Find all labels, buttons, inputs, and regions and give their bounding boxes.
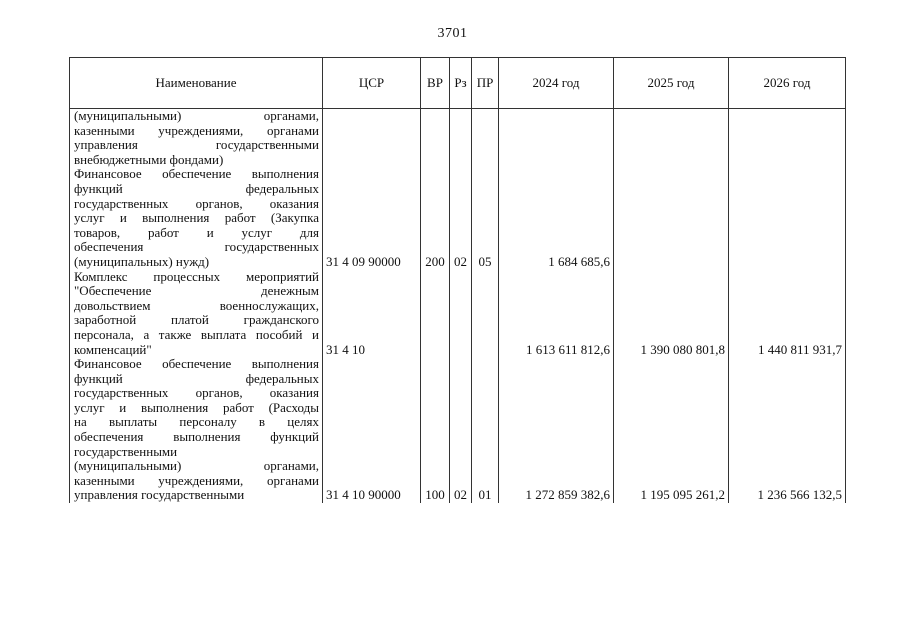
- name-line: на выплаты персоналу в целях: [74, 414, 319, 430]
- cell-2026: 1 440 811 931,7: [729, 270, 846, 358]
- name-line: внебюджетными фондами): [74, 151, 224, 167]
- cell-2026: [729, 109, 846, 168]
- table-row: [70, 357, 846, 503]
- name-line: государственных органов, оказания: [74, 385, 319, 401]
- cell-name: [70, 167, 323, 269]
- name-line: персонала, а также выплата пособий и: [74, 326, 319, 342]
- name-line: казенными учреждениями, органами: [74, 472, 319, 488]
- table-row: [70, 270, 846, 358]
- column-header-2026: 2026 год: [729, 58, 846, 109]
- name-line: функций федеральных: [74, 370, 319, 386]
- name-line: управления государственными: [74, 487, 245, 503]
- cell-vr: 200: [421, 167, 450, 269]
- cell-rz: [450, 270, 472, 358]
- name-line: (муниципальных) нужд): [74, 253, 210, 269]
- cell-rz: 02: [450, 357, 472, 503]
- column-header-2025: 2025 год: [614, 58, 729, 109]
- cell-2024: 1 613 611 812,6: [499, 270, 614, 358]
- cell-csr: [323, 109, 421, 168]
- cell-2025: 1 390 080 801,8: [614, 270, 729, 358]
- column-header-pr: ПР: [472, 58, 499, 109]
- name-line: Финансовое обеспечение выполнения: [74, 356, 319, 372]
- budget-table: [69, 57, 846, 503]
- cell-vr: 100: [421, 357, 450, 503]
- cell-name: [70, 109, 323, 168]
- cell-2026: [729, 167, 846, 269]
- name-line: государственных органов, оказания: [74, 195, 319, 211]
- cell-rz: [450, 109, 472, 168]
- name-line: государственными: [74, 443, 178, 459]
- cell-vr: [421, 270, 450, 358]
- cell-2024: [499, 109, 614, 168]
- cell-vr: [421, 109, 450, 168]
- table-body: [70, 109, 846, 504]
- name-line: услуг и выполнения работ (Расходы: [74, 399, 319, 415]
- name-line: функций федеральных: [74, 180, 319, 196]
- cell-2026: 1 236 566 132,5: [729, 357, 846, 503]
- cell-rz: 02: [450, 167, 472, 269]
- column-header-csr: ЦСР: [323, 58, 421, 109]
- table-row: [70, 109, 846, 168]
- name-line: казенными учреждениями, органами: [74, 122, 319, 138]
- page-number: 3701: [437, 26, 468, 41]
- cell-csr: 31 4 10 90000: [323, 357, 421, 503]
- cell-2025: [614, 109, 729, 168]
- column-header-vr: ВР: [421, 58, 450, 109]
- cell-pr: [472, 270, 499, 358]
- column-header-name: Наименование: [70, 58, 323, 109]
- name-line: услуг и выполнения работ (Закупка: [74, 210, 319, 226]
- name-line: управления государственными: [74, 137, 319, 153]
- cell-pr: [472, 109, 499, 168]
- name-line: (муниципальными) органами,: [74, 458, 319, 474]
- column-header-2024: 2024 год: [499, 58, 614, 109]
- name-line: "Обеспечение денежным: [74, 283, 319, 299]
- table-row: [70, 167, 846, 269]
- column-header-rz: Рз: [450, 58, 472, 109]
- cell-2024: 1 272 859 382,6: [499, 357, 614, 503]
- cell-name: [70, 357, 323, 503]
- cell-csr: 31 4 09 90000: [323, 167, 421, 269]
- cell-csr: 31 4 10: [323, 270, 421, 358]
- cell-pr: 01: [472, 357, 499, 503]
- cell-name: [70, 270, 323, 358]
- cell-2025: 1 195 095 261,2: [614, 357, 729, 503]
- name-line: товаров, работ и услуг для: [74, 224, 319, 240]
- table-header-row: [70, 58, 846, 109]
- name-line: компенсаций": [74, 341, 152, 357]
- name-line: (муниципальными) органами,: [74, 108, 319, 123]
- cell-2024: 1 684 685,6: [499, 167, 614, 269]
- name-line: заработной платой гражданского: [74, 312, 319, 328]
- name-line: обеспечения государственных: [74, 239, 319, 255]
- name-line: довольствием военнослужащих,: [74, 297, 319, 313]
- cell-pr: 05: [472, 167, 499, 269]
- cell-2025: [614, 167, 729, 269]
- name-line: Финансовое обеспечение выполнения: [74, 166, 319, 182]
- name-line: обеспечения выполнения функций: [74, 429, 319, 445]
- name-line: Комплекс процессных мероприятий: [74, 268, 319, 284]
